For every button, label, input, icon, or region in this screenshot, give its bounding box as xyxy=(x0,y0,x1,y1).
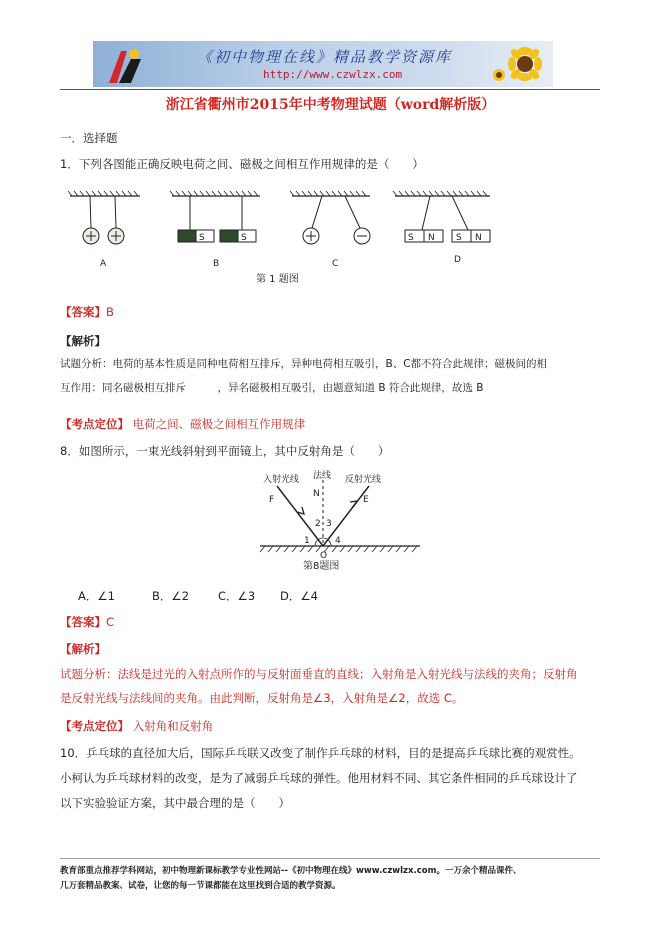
q1-answer-tag: 【答案】 xyxy=(60,305,106,319)
q8-choice-a: A．∠1 xyxy=(78,589,115,603)
q1-option-label: C xyxy=(332,259,339,269)
q10-line: 以下实验验证方案，其中最合理的是（ ） xyxy=(60,796,290,810)
q1-answer xyxy=(60,304,114,320)
q1-magnet-label: N xyxy=(428,233,435,243)
page-footer xyxy=(60,864,521,894)
q8-stem: 8．如图所示，一束光线斜射到平面镜上，其中反射角是（ ） xyxy=(60,444,390,458)
q1-point xyxy=(60,416,305,432)
q1-option-label: A xyxy=(100,259,107,269)
q8-answer-value: C xyxy=(106,615,115,629)
q1-figure-caption: 第 1 题图 xyxy=(256,274,299,285)
q1-analysis-tag: 【解析】 xyxy=(60,334,106,348)
q1-stem: 1．下列各图能正确反映电荷之间、磁极之间相互作用规律的是（ ） xyxy=(60,157,424,171)
q8-angle-label: 2 xyxy=(315,519,321,529)
q8-answer-tag: 【答案】 xyxy=(60,615,106,629)
banner-title: 《初中物理在线》精品教学资源库 xyxy=(197,48,453,66)
q8-letter: O xyxy=(320,551,328,561)
footer-line: 几万套精品教案、试卷，让您的每一节课都能在这里找到合适的教学资源。 xyxy=(60,881,341,891)
q8-answer xyxy=(60,614,114,630)
q8-letter: N xyxy=(313,489,320,499)
q8-figure xyxy=(255,466,425,576)
q8-choice-d: D．∠4 xyxy=(280,589,318,603)
q1-magnet-label: S xyxy=(241,233,247,243)
q8-reflected-label: 反射光线 xyxy=(345,475,382,485)
section-heading: 一．选择题 xyxy=(60,131,118,145)
q10-line: 10．乒乓球的直径加大后，国际乒乓联又改变了制作乒乓球的材料，目的是提高乒乓球比赛的观赏性。 xyxy=(60,746,581,760)
q8-figure-caption: 第8题图 xyxy=(303,561,340,572)
q1-magnet-label: S xyxy=(199,233,205,243)
q8-letter: F xyxy=(269,495,275,505)
q8-point-tag: 【考点定位】 xyxy=(60,719,129,733)
q1-point-tag: 【考点定位】 xyxy=(60,417,129,431)
header-banner xyxy=(93,41,553,87)
q1-analysis-line: 互作用：同名磁极相互排斥 ，异名磁极相互吸引，由题意知道 B 符合此规律，故选 B xyxy=(60,382,484,394)
q8-analysis-line: 试题分析：法线是过光的入射点所作的与反射面垂直的直线；入射角是入射光线与法线的夹角；反射角 xyxy=(60,667,578,681)
q8-angle-label: 1 xyxy=(304,536,310,546)
q1-magnet-label: N xyxy=(475,233,482,243)
document-title: 浙江省衢州市2015年中考物理试题（word解析版） xyxy=(165,97,496,113)
q8-analysis-line: 是反射光线与法线间的夹角。由此判断，反射角是∠3，入射角是∠2，故选 C。 xyxy=(60,691,464,705)
footer-line: 教育部重点推荐学科网站，初中物理新课标教学专业性网站--《初中物理在线》www.czwlzx.com。一万余个精品课件、 xyxy=(60,866,522,876)
q1-option-label: D xyxy=(454,255,461,265)
q8-incident-label: 入射光线 xyxy=(263,475,300,485)
q8-choice-c: C．∠3 xyxy=(218,589,256,603)
banner-url[interactable]: http://www.czwlzx.com xyxy=(263,68,403,81)
header-rule xyxy=(60,89,600,90)
q8-angle-label: 4 xyxy=(335,536,341,546)
q1-magnet-label: S xyxy=(408,233,414,243)
q10-line: 小柯认为乒乓球材料的改变，是为了减弱乒乓球的弹性。他用材料不同、其它条件相同的乒乓球设计了 xyxy=(60,771,578,785)
footer-rule xyxy=(60,858,600,859)
q8-analysis-tag: 【解析】 xyxy=(60,642,106,656)
site-logo xyxy=(101,45,147,85)
q1-answer-value: B xyxy=(106,305,114,319)
q1-figure xyxy=(60,186,500,286)
q1-analysis-line: 试题分析：电荷的基本性质是同种电荷相互排斥，异种电荷相互吸引，B、C都不符合此规律；磁极间的相 xyxy=(60,358,548,370)
q1-point-value: 电荷之间、磁极之间相互作用规律 xyxy=(132,417,306,431)
q8-normal-label: 法线 xyxy=(313,471,332,481)
q1-option-label: B xyxy=(213,259,220,269)
q8-angle-label: 3 xyxy=(326,519,332,529)
q8-point xyxy=(60,718,213,734)
q8-choice-b: B．∠2 xyxy=(152,589,190,603)
sunflower-icon xyxy=(489,41,549,87)
q1-magnet-label: S xyxy=(456,233,462,243)
q8-letter: E xyxy=(363,495,369,505)
q8-point-value: 入射角和反射角 xyxy=(132,719,214,733)
